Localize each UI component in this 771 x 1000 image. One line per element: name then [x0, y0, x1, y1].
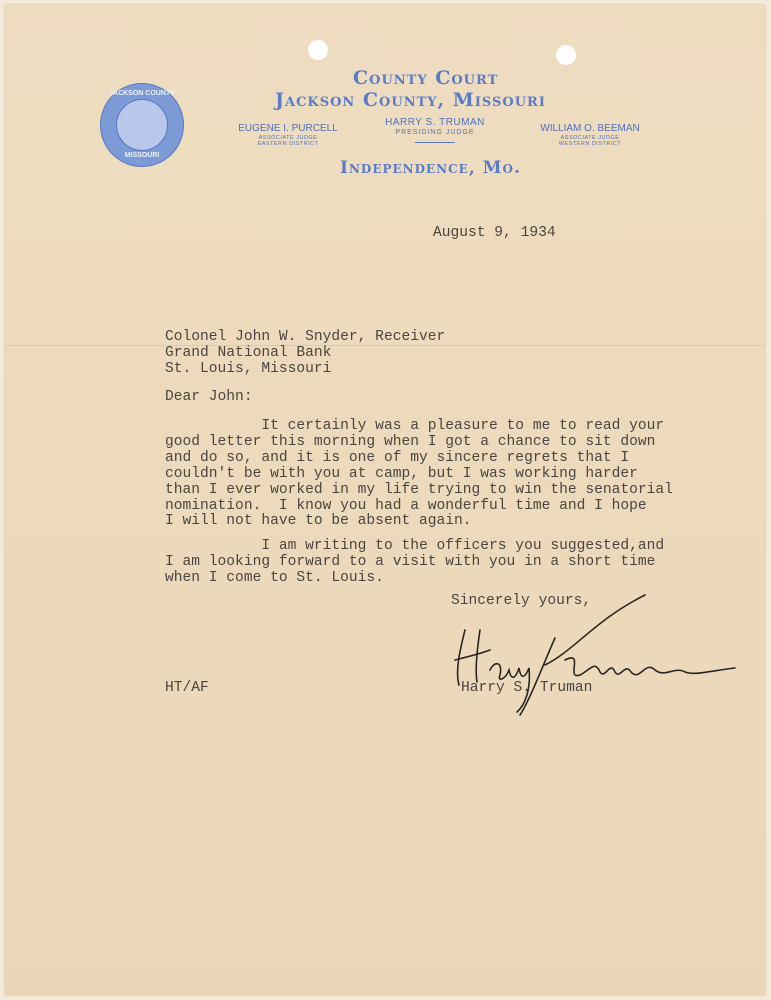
typist-initials: HT/AF [165, 680, 209, 696]
right-judge: WILLIAM O. BEEMAN ASSOCIATE JUDGE WESTERN DISTRICT [540, 123, 640, 147]
county-seal: JACKSON COUNTY MISSOURI [100, 83, 184, 167]
letter-date: August 9, 1934 [433, 225, 556, 241]
salutation: Dear John: [165, 389, 253, 405]
typed-signature-name: Harry S. Truman [461, 680, 593, 696]
letterhead-subtitle: Jackson County, Missouri [275, 89, 546, 111]
punch-hole [308, 40, 328, 60]
divider [415, 142, 455, 143]
letterhead-city: Independence, Mo. [340, 158, 521, 178]
center-judge: HARRY S. TRUMAN PRESIDING JUDGE [380, 117, 490, 143]
recipient-address: Colonel John W. Snyder, Receiver Grand National Bank St. Louis, Missouri [165, 329, 446, 377]
handwritten-signature [445, 590, 740, 720]
punch-hole [556, 45, 576, 65]
seal-emblem [116, 99, 168, 151]
paragraph-1: It certainly was a pleasure to me to read your good letter this morning when I got a chance to sit down and do so, and it is one of my sincere regrets that I couldn't be with you at camp, but I was working harder than I ever worked in my life trying to win the senatorial nomination. I know you had a wonderful time and I hope I will not have to be absent again. [165, 418, 673, 530]
closing: Sincerely yours, [451, 593, 592, 609]
paragraph-2: I am writing to the officers you suggested,and I am looking forward to a visit with you in a short time when I come to St. Louis. [165, 538, 665, 586]
letterhead-title: County Court [353, 67, 499, 89]
left-judge: EUGENE I. PURCELL ASSOCIATE JUDGE EASTERN DISTRICT [238, 123, 338, 147]
